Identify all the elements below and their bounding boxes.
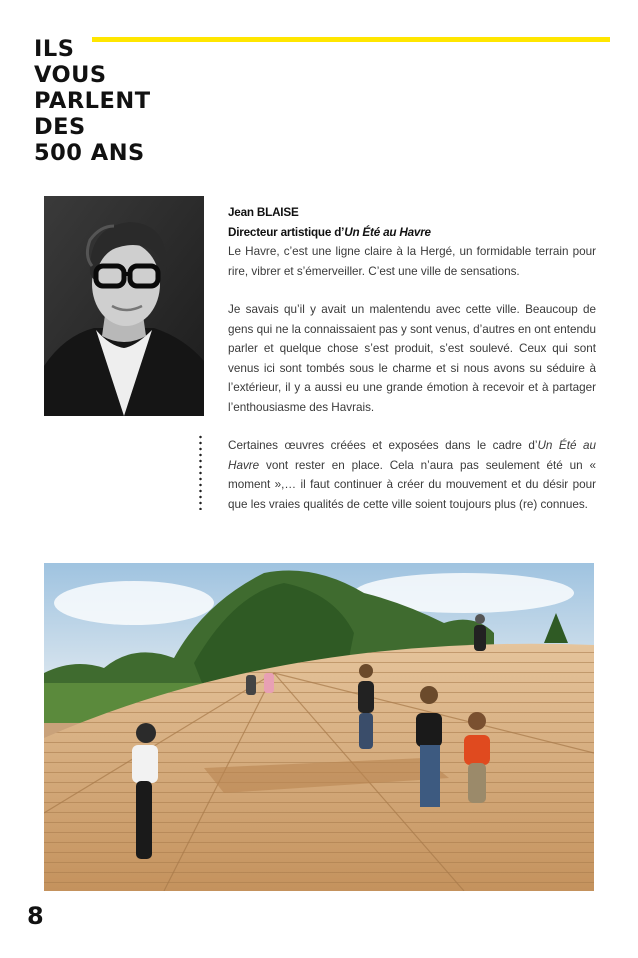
headline-line: 500 ANS xyxy=(34,140,145,166)
paragraph-3-start: Certaines œuvres créées et exposées dans le cadre d’ xyxy=(228,439,538,452)
author-portrait xyxy=(44,196,204,416)
page-number: 8 xyxy=(27,902,44,930)
author-role-event: Un Été au Havre xyxy=(344,225,431,239)
author-role xyxy=(228,223,596,243)
paragraph-3-end: vont rester en place. Cela n’aura pas seulement été un « moment »,… il faut continuer à créer du mouvement et du désir pour que les vraies qualités de cette ville soient toujours plus (re) connues. xyxy=(228,458,596,511)
dotted-divider xyxy=(199,434,202,510)
portrait-illustration xyxy=(44,196,204,416)
wooden-platform-photo xyxy=(44,563,594,891)
headline xyxy=(34,36,151,166)
article-body xyxy=(228,203,596,533)
headline-line: DES xyxy=(34,114,86,140)
author-role-prefix: Directeur artistique d’ xyxy=(228,225,345,239)
author-name: Jean BLAISE xyxy=(228,206,299,219)
paragraph-1: Le Havre, c’est une ligne claire à la Hergé, un formidable terrain pour rire, vibrer et s’émerveiller. C’est une ville de sensations. xyxy=(228,245,596,278)
wooden-platform-illustration xyxy=(44,563,594,891)
headline-line: VOUS xyxy=(34,62,107,88)
accent-bar xyxy=(92,37,610,42)
paragraph-2: Je savais qu’il y avait un malentendu avec cette ville. Beaucoup de gens qui ne la connaissaient pas y sont venus, d’autres en ont entendu parler et quelque chose s’est produit, s’est soulevé. Ceux qui sont venus ici sont tombés sous le charme et si nous avons su séduire à l’extérieur, il y a aussi eu une grande émotion à recevoir et à partager l’enthousiasme des Havrais. xyxy=(228,303,596,414)
paragraph-3-event: Un Été au Havre xyxy=(228,439,596,472)
paragraph-3 xyxy=(228,436,596,514)
headline-line: PARLENT xyxy=(34,88,151,114)
headline-line: ILS xyxy=(34,36,75,62)
